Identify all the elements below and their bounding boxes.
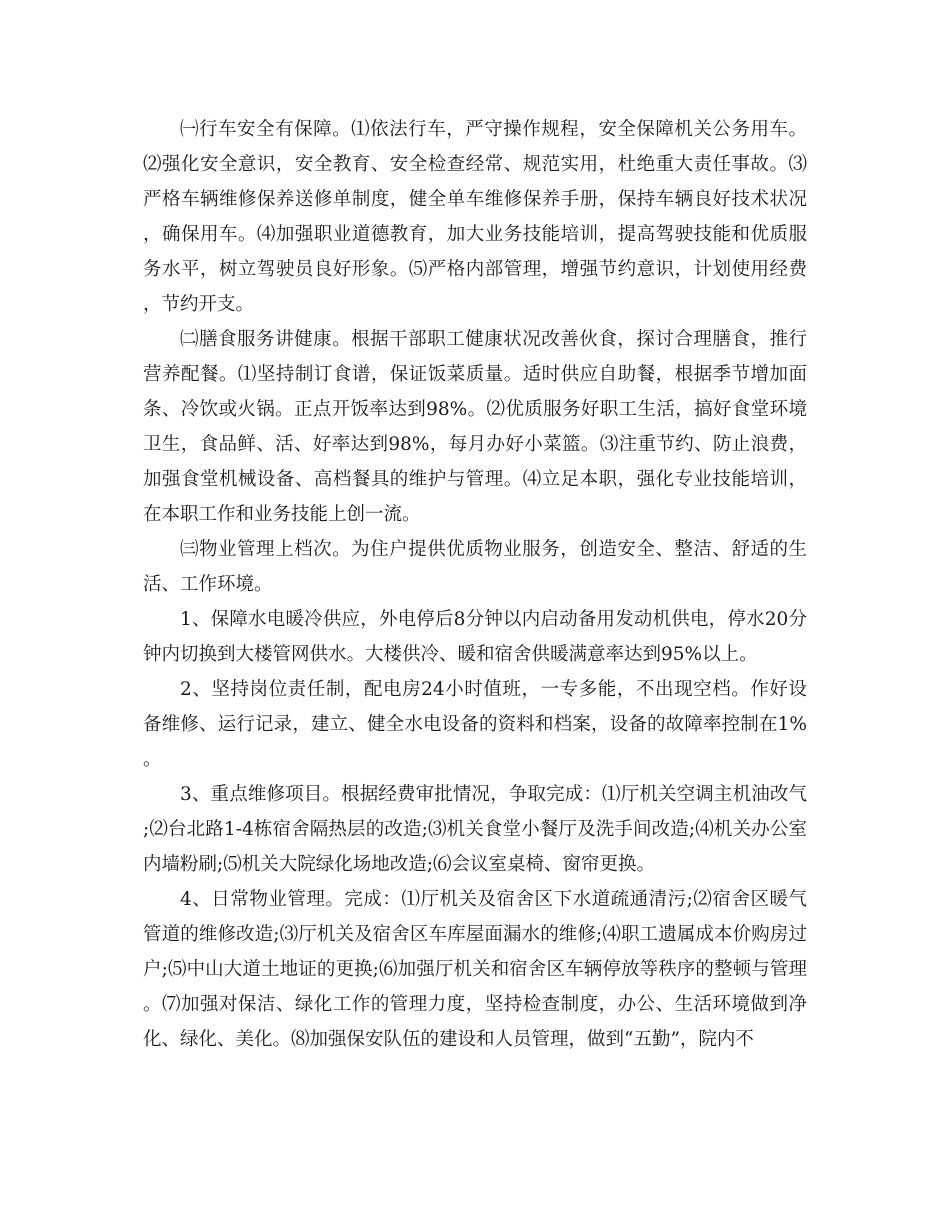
paragraph-vehicle-safety: ㈠行车安全有保障。⑴依法行车，严守操作规程，安全保障机关公务用车。⑵强化安全意识，安全教育、安全检查经常、规范实用，杜绝重大责任事故。⑶严格车辆维修保养送修单制度，健全单车维修保养手册，保持车辆良好技术状况，确保用车。⑷加强职业道德教育，加大业务技能培训，提高驾驶技能和优质服务水平，树立驾驶员良好形象。⑸严格内部管理，增强节约意识，计划使用经费，节约开支。 [143,119,807,315]
paragraph-item-3-maintenance-projects: 3、重点维修项目。根据经费审批情况，争取完成：⑴厅机关空调主机油改气;⑵台北路1-4栋宿舍隔热层的改造;⑶机关食堂小餐厅及洗手间改造;⑷机关办公室内墙粉刷;⑸机关大院绿化场地改造;⑹会议室桌椅、窗帘更换。 [143,784,807,875]
paragraph-item-1-utilities: 1、保障水电暖冷供应，外电停后8分钟以内启动备用发动机供电，停水20分钟内切换到大楼管网供水。大楼供冷、暖和宿舍供暖满意率达到95%以上。 [143,609,807,665]
paragraph-property-management: ㈢物业管理上档次。为住户提供优质物业服务，创造安全、整洁、舒适的生活、工作环境。 [143,539,807,595]
paragraph-catering-service: ㈡膳食服务讲健康。根据干部职工健康状况改善伙食，探讨合理膳食，推行营养配餐。⑴坚持制订食谱，保证饭菜质量。适时供应自助餐，根据季节增加面条、冷饮或火锅。正点开饭率达到98%。⑵优质服务好职工生活，搞好食堂环境卫生，食品鲜、活、好率达到98%，每月办好小菜篮。⑶注重节约、防止浪费，加强食堂机械设备、高档餐具的维护与管理。⑷立足本职，强化专业技能培训，在本职工作和业务技能上创一流。 [143,329,807,525]
paragraph-item-2-duty-system: 2、坚持岗位责任制，配电房24小时值班，一专多能，不出现空档。作好设备维修、运行记录，建立、健全水电设备的资料和档案，设备的故障率控制在1%。 [143,679,807,770]
paragraph-item-4-daily-management: 4、日常物业管理。完成：⑴厅机关及宿舍区下水道疏通清污;⑵宿舍区暖气管道的维修改造;⑶厅机关及宿舍区车库屋面漏水的维修;⑷职工遗属成本价购房过户;⑸中山大道土地证的更换;⑹加强厅机关和宿舍区车辆停放等秩序的整顿与管理。⑺加强对保洁、绿化工作的管理力度，坚持检查制度，办公、生活环境做到净化、绿化、美化。⑻加强保安队伍的建设和人员管理，做到“五勤”，院内不 [143,889,807,1050]
